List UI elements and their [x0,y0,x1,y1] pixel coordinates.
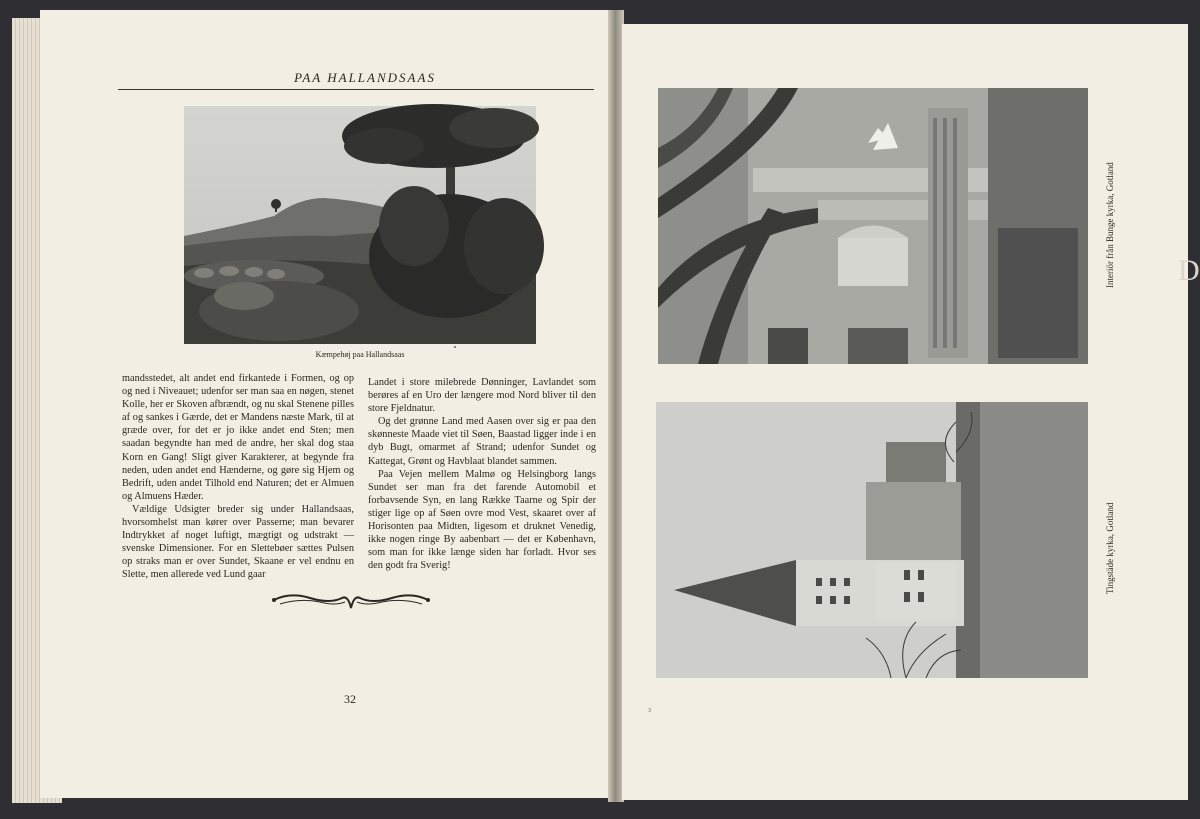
print-speck [454,346,456,348]
landscape-photo [184,106,536,344]
right-page [622,24,1200,800]
left-page [40,10,610,798]
small-page-mark: 3 [648,708,651,714]
paragraph: Og det grønne Land med Aasen over sig er paa den skønneste Maade viet til Søen, Baastad ligger inde i en dyb Bugt, omarmet af Strand; udenfor Sundet og Kattegat, Grønt og Havblaat blandet sammen. [368,416,596,467]
show-through-letter: D [1178,254,1200,287]
photo-caption-vertical: Interiör från Bunge kyrka, Gotland [1105,162,1115,288]
header-rule [118,89,594,90]
paragraph: mandsstedet, alt andet end firkantede i Formen, og op og ned i Niveauet; udenfor ser man saa en nøgen, stenet Kolle, her er Skoven afbrændt, og nu skal Stenene pilles af og sankes i Gærde, det er Mandens næste Mark, til at græde over, for det er jo ikke andet end Sten; men saadan begyndte han med de andre, her skal dog staa Korn en Gang! Sligt giver Karakterer, at begynde fra neden, uden andet end Hænderne, og gøre sig Hjem og Bedrift, uden andet Tilhold end Naturen; det er Almuen og Almuens Hæder. [122,373,354,502]
photo-caption: Kæmpehøj paa Hallandsaas [315,350,405,359]
church-interior-photo [658,88,1088,364]
ornament-flourish [270,586,432,618]
photo-caption-vertical: Tingstäde kyrka, Gotland [1105,502,1115,594]
text-column-left [122,372,354,582]
page-number: 32 [344,692,356,706]
text-column-right [368,376,596,572]
running-head: PAA HALLANDSAAS [294,70,436,85]
paragraph: Paa Vejen mellem Malmø og Helsingborg langs Sundet ser man fra det farende Automobil et forbavsende Syn, en lang Række Taarne og Spir der stiger lige op af Søen ovre mod Vest, skaaret over af Horisonten paa Midten, ligesom et druknet Venedig, ikke nogen ringe By aabenbart — det er København, som man for ikke længe siden har forladt. Hvor ses den godt fra Sverig! [368,468,596,572]
paragraph: Landet i store milebrede Dønninger, Lavlandet som berøres af en Uro der længere mod Nord bliver til den store Fjeldnatur. [368,377,596,415]
church-exterior-photo [656,402,1088,678]
paragraph: Vældige Udsigter breder sig under Hallandsaas, hvorsomhelst man kører over Passerne; man bevarer Indtrykket af noget luftigt, mægtigt og udstrakt — svenske Dimensioner. For en Slettebøer sættes Pulsen op straks man er over Sundet, Skaane er vel endnu en Slette, men allerede ved Lund gaar [122,503,354,581]
